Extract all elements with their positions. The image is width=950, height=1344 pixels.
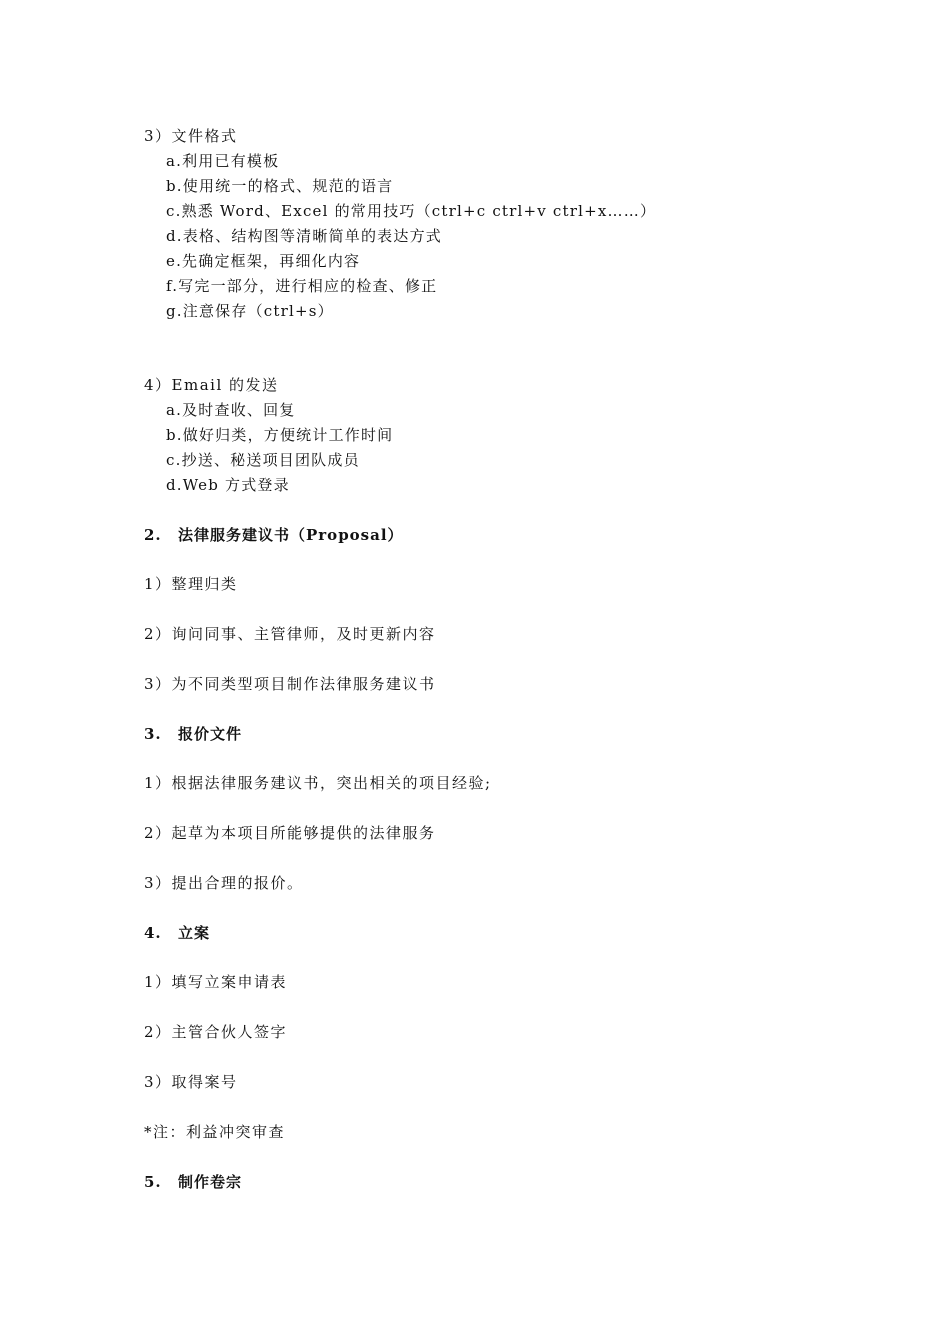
list-item: c.抄送、秘送项目团队成员 [166, 451, 360, 469]
section-heading-case-filing [144, 923, 210, 943]
list-item: 1）整理归类 [144, 575, 238, 593]
subsection-title-email: 4）Email 的发送 [144, 376, 279, 394]
list-item: 2）主管合伙人签字 [144, 1023, 288, 1041]
list-item: 1）根据法律服务建议书，突出相关的项目经验; [144, 774, 492, 792]
section-title: 法律服务建议书（Proposal） [178, 526, 404, 544]
list-item: e.先确定框架，再细化内容 [166, 252, 361, 270]
list-item: c.熟悉 Word、Excel 的常用技巧（ctrl+c ctrl+v ctrl+x……） [166, 202, 657, 220]
section-heading-proposal [144, 525, 404, 545]
list-item: 3）为不同类型项目制作法律服务建议书 [144, 675, 436, 693]
list-item: d.Web 方式登录 [166, 476, 290, 494]
section-number: 4. [144, 924, 162, 942]
note: *注：利益冲突审查 [144, 1123, 286, 1141]
section-heading-dossier [144, 1172, 242, 1192]
section-number: 5. [144, 1173, 162, 1191]
list-item: d.表格、结构图等清晰简单的表达方式 [166, 227, 442, 245]
list-item: g.注意保存（ctrl+s） [166, 302, 334, 320]
subsection-title-file-format: 3）文件格式 [144, 127, 238, 145]
section-number: 2. [144, 526, 162, 544]
section-title: 立案 [178, 924, 211, 942]
section-heading-quotation [144, 724, 242, 744]
list-item: b.做好归类，方便统计工作时间 [166, 426, 394, 444]
section-title: 制作卷宗 [178, 1173, 243, 1191]
list-item: a.利用已有模板 [166, 152, 280, 170]
list-item: b.使用统一的格式、规范的语言 [166, 177, 394, 195]
list-item: a.及时查收、回复 [166, 401, 296, 419]
list-item: f.写完一部分，进行相应的检查、修正 [166, 277, 438, 295]
section-number: 3. [144, 725, 162, 743]
list-item: 2）起草为本项目所能够提供的法律服务 [144, 824, 436, 842]
list-item: 3）取得案号 [144, 1073, 238, 1091]
list-item: 2）询问同事、主管律师，及时更新内容 [144, 625, 436, 643]
list-item: 3）提出合理的报价。 [144, 874, 304, 892]
section-title: 报价文件 [178, 725, 243, 743]
list-item: 1）填写立案申请表 [144, 973, 288, 991]
